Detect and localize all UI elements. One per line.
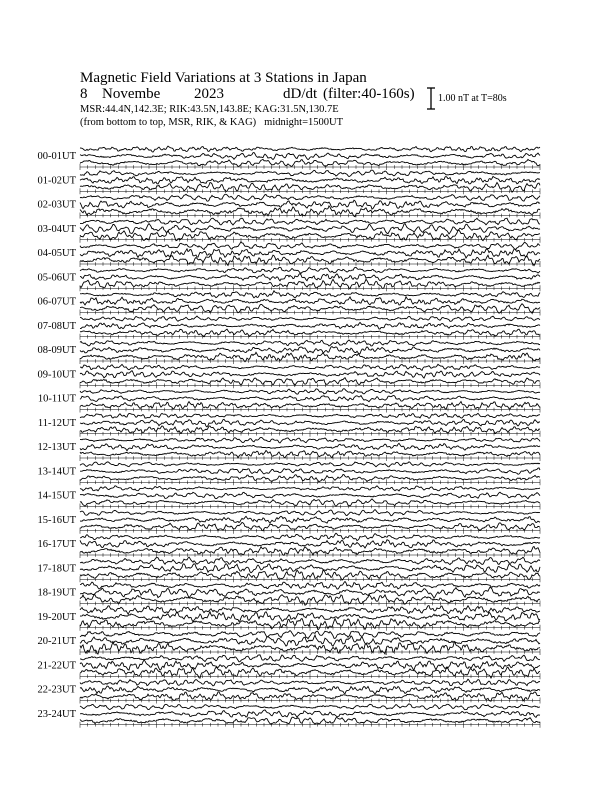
trace-kag [80, 267, 540, 273]
row-label: 09-10UT [37, 369, 76, 381]
station-order-note: (from bottom to top, MSR, RIK, & KAG) [80, 117, 257, 128]
trace-kag [80, 533, 540, 540]
row-label: 10-11UT [37, 393, 76, 405]
trace-rik [80, 492, 540, 499]
trace-rik [80, 564, 540, 573]
time-ticks [80, 382, 540, 388]
trace-rik [80, 297, 540, 305]
scale-label: 1.00 nT at T=80s [438, 93, 507, 104]
trace-rik [80, 322, 540, 329]
date-year: 2023 [194, 86, 224, 102]
trace-rik [80, 224, 540, 234]
time-ticks [80, 552, 540, 558]
row-label: 18-19UT [37, 587, 76, 599]
trace-rik [80, 153, 540, 160]
time-ticks [80, 164, 540, 170]
trace-rik [80, 587, 540, 598]
trace-kag [80, 340, 540, 346]
row-label: 22-23UT [37, 684, 76, 696]
stations-line: MSR:44.4N,142.3E; RIK:43.5N,143.8E; KAG:31.5N,130.7E [80, 104, 339, 115]
trace-rik [80, 396, 540, 402]
filter-label: (filter:40-160s) [323, 86, 415, 102]
row-label: 16-17UT [37, 539, 76, 550]
trace-rik [80, 249, 540, 258]
row-label: 19-20UT [37, 611, 76, 623]
trace-kag [80, 655, 540, 662]
trace-rik [80, 443, 540, 450]
row-label: 08-09UT [37, 345, 76, 356]
trace-rik [80, 710, 540, 718]
trace-kag [80, 170, 540, 177]
time-ticks [80, 722, 540, 728]
time-ticks [80, 261, 540, 267]
row-label: 05-06UT [37, 272, 76, 284]
time-ticks [80, 213, 540, 219]
row-label: 12-13UT [37, 442, 76, 453]
trace-kag [80, 146, 540, 152]
trace-rik [80, 419, 540, 427]
row-label: 02-03UT [37, 199, 76, 211]
trace-rik [80, 274, 540, 282]
trace-kag [80, 704, 540, 710]
trace-rik [80, 635, 540, 646]
row-label: 13-14UT [37, 466, 76, 478]
time-ticks [80, 601, 540, 607]
trace-rik [80, 540, 540, 548]
trace-rik [80, 516, 540, 523]
date-month: Novembe [102, 86, 161, 102]
trace-kag [80, 486, 540, 491]
date-day: 8 [80, 86, 88, 102]
trace-kag [80, 582, 540, 590]
trace-kag [80, 462, 540, 467]
trace-kag [80, 679, 540, 686]
row-label: 21-22UT [37, 660, 76, 672]
trace-rik [80, 612, 540, 622]
trace-kag [80, 194, 540, 201]
trace-kag [80, 389, 540, 395]
component-label: dD/dt [283, 86, 318, 102]
row-label: 23-24UT [37, 708, 76, 720]
trace-kag [80, 606, 540, 614]
time-ticks [80, 334, 540, 340]
row-label: 14-15UT [37, 490, 76, 502]
time-ticks [80, 455, 540, 461]
trace-kag [80, 242, 540, 250]
row-label: 01-02UT [37, 175, 76, 187]
row-label: 17-18UT [37, 563, 76, 575]
trace-rik [80, 176, 540, 184]
trace-kag [80, 413, 540, 418]
midnight-note: midnight=1500UT [264, 117, 344, 128]
trace-rik [80, 371, 540, 378]
time-ticks [80, 673, 540, 679]
time-ticks [80, 310, 540, 316]
trace-kag [80, 631, 540, 639]
trace-kag [80, 438, 540, 443]
trace-rik [80, 347, 540, 354]
row-label: 06-07UT [37, 296, 76, 308]
trace-kag [80, 364, 540, 370]
time-ticks [80, 431, 540, 437]
trace-kag [80, 557, 540, 565]
time-ticks [80, 285, 540, 291]
time-ticks [80, 698, 540, 704]
row-label: 04-05UT [37, 248, 76, 259]
row-label: 00-01UT [37, 151, 76, 162]
chart-title: Magnetic Field Variations at 3 Stations in Japan [80, 70, 367, 86]
row-label: 20-21UT [37, 636, 76, 647]
row-label: 15-16UT [37, 514, 76, 526]
trace-kag [80, 291, 540, 298]
trace-kag [80, 510, 540, 516]
time-ticks [80, 358, 540, 364]
trace-rik [80, 200, 540, 209]
row-label: 11-12UT [37, 417, 76, 429]
row-label: 03-04UT [37, 223, 76, 235]
row-label: 07-08UT [37, 320, 76, 332]
trace-rik [80, 468, 540, 474]
trace-rik [80, 686, 540, 694]
time-ticks [80, 479, 540, 485]
trace-kag [80, 316, 540, 321]
